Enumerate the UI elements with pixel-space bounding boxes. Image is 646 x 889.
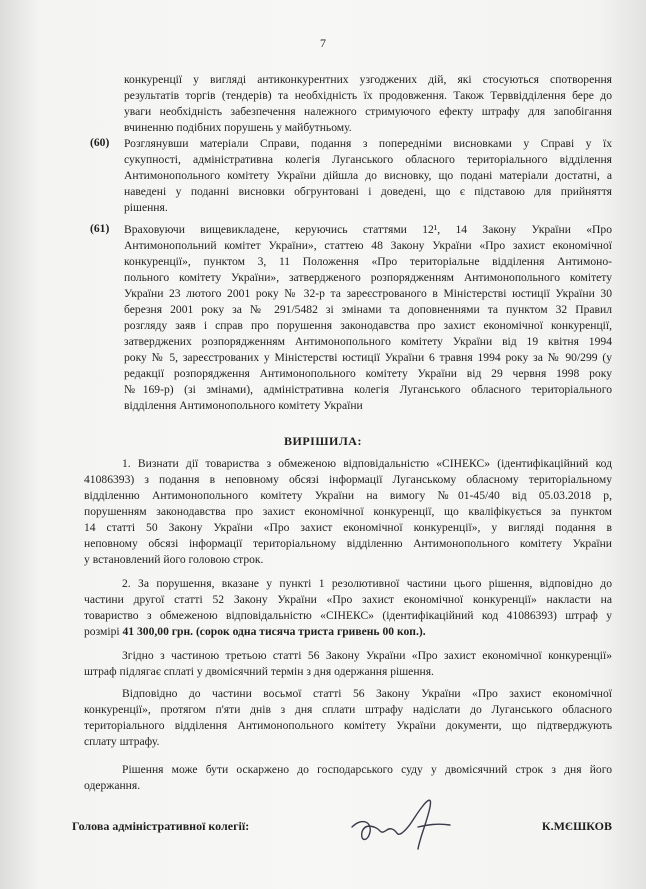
paragraph-61 — [124, 222, 612, 414]
text-line: Антимонопольний комітет України», статтею 48 Закону України «Про захист економічної — [124, 239, 612, 252]
paragraph-continuation — [124, 72, 612, 136]
text-line: Рішення може бути оскаржено до господарського суду у двомісячний строк з дня його — [122, 763, 612, 776]
text-line: результатів торгів (тендерів) та необхідність їх продовження. Також Терввідділення бере до — [124, 89, 612, 102]
text-line: відділення Антимонопольного комітету України — [124, 399, 363, 412]
text-line: вчиненню подібних порушень у майбутньому. — [124, 121, 352, 134]
handwritten-signature-icon — [332, 787, 482, 857]
text-line: редакції розпорядження Антимонопольного комітету України від 29 червня 1998 року — [124, 367, 612, 380]
decision-item-3 — [84, 648, 612, 680]
text-line: конкуренції», пунктом 3, 11 Положення «Про територіальне відділення Антимоно- — [124, 255, 612, 268]
text-line: наведені у поданні висновки обгрунтовані і доведені, що є підставою для прийняття — [124, 185, 612, 198]
decision-item-2 — [84, 576, 612, 640]
text-line: №169-р) (зі змінами), адміністративна колегія Луганського обласного територіального — [124, 383, 612, 396]
text-line: штраф підлягає сплаті у двомісячний термін з дня одержання рішення. — [84, 665, 434, 678]
text-line: Відповідно до частини восьмої статті 56 Закону України «Про захист економічної — [122, 687, 612, 700]
signatory-name: К.МЄШКОВ — [541, 819, 612, 833]
text-line: територіального відділення Антимонопольного комітету України документи, що підтверджують — [84, 719, 612, 732]
text-line: Розглянувши матеріали Справи, подання з попередніми висновками у Справі у їх — [124, 137, 612, 150]
decision-heading: ВИРІШИЛА: — [284, 434, 362, 448]
decision-item-4 — [84, 686, 612, 750]
text-line: порушенням законодавства про захист економічної конкуренції, що кваліфікується за пунктом — [84, 505, 612, 518]
text-line: частини другої статті 52 Закону України «Про захист економічної конкуренції» накласти на — [84, 593, 612, 606]
text-line: неповному обсязі інформації територіальному відділенню Антимонопольного комітету України — [84, 537, 612, 550]
paragraph-number-60: (60) — [90, 136, 110, 149]
text-line: сплату штрафу. — [84, 735, 160, 748]
text-line: сукупності, адміністративна колегія Луганського обласного територіального відділення — [124, 153, 612, 166]
text-line: конкуренції у вигляді антиконкурентних узгоджених дій, які стосуються спотворення — [124, 73, 612, 86]
text-line: затверджених розпорядженням Антимонопольного комітету України від 19 квітня 1994 — [124, 335, 612, 348]
text-line: уваги необхідність забезпечення належного стримуючого ефекту штрафу для запобігання — [124, 105, 612, 118]
text-line: одержання. — [84, 779, 141, 792]
text-line: відділенню Антимонопольного комітету України на вимогу №01-45/40 від 05.03.2018 р, — [84, 489, 612, 502]
text-line: рішення. — [124, 201, 168, 214]
text-line: розгляду заяв і справ про порушення законодавства про захист економічної конкуренції, — [124, 319, 612, 332]
fine-amount-prefix: розмірі — [84, 625, 123, 638]
text-line: у встановлений його головою строк. — [84, 553, 264, 566]
text-line: 41086393) з подання в неповному обсязі інформації Луганському обласному територіальному — [84, 473, 612, 486]
text-line: 14 статті 50 Закону України «Про захист економічної конкуренції», у вигляді подання в — [84, 521, 612, 534]
decision-item-1 — [84, 456, 612, 568]
paragraph-60 — [124, 136, 612, 216]
text-line: конкуренції», протягом п'яти днів з дня сплати штрафу надіслати до Луганського обласного — [84, 703, 612, 716]
signature-block — [72, 819, 612, 849]
paragraph-number-61: (61) — [90, 222, 110, 235]
fine-amount: 41 300,00 грн. (сорок одна тисяча триста гривень 00 коп.). — [122, 625, 426, 638]
text-line: 2. За порушення, вказане у пункті 1 резолютивної частини цього рішення, відповідно до — [122, 577, 612, 590]
text-line — [84, 624, 612, 640]
text-line: березня 2001 року за № 291/5482 зі змінами та доповненнями та пунктом 32 Правил — [124, 303, 612, 316]
text-line: Згідно з частиною третьою статті 56 Закону України «Про захист економічної конкуренції» — [122, 649, 612, 662]
signatory-title: Голова адміністративної колегії: — [72, 819, 250, 833]
text-line: року № 5, зареєстрованих у Міністерстві юстиції України 6 травня 1994 року за № 90/299 (у — [124, 351, 612, 364]
text-line: України 23 лютого 2001 року № 32-р та зареєстрованого в Міністерстві юстиції України 30 — [124, 287, 612, 300]
text-line: польного комітету України», затвердженого розпорядженням Антимонопольного комітету — [124, 271, 612, 284]
text-line: Враховуючи вищевикладене, керуючись статтями 12¹, 14 Закону України «Про — [124, 223, 612, 236]
text-line: 1. Визнати дії товариства з обмеженою відповідальністю «СІНЕКС» (ідентифікаційний код — [122, 457, 612, 470]
text-line: Антимонопольного комітету України дійшла до висновку, що подані матеріали достатні, а — [124, 169, 612, 182]
text-line: товариство з обмеженою відповідальністю «СІНЕКС» (ідентифікаційний код 41086393) штраф у — [84, 609, 612, 622]
page-number: 7 — [320, 36, 326, 50]
